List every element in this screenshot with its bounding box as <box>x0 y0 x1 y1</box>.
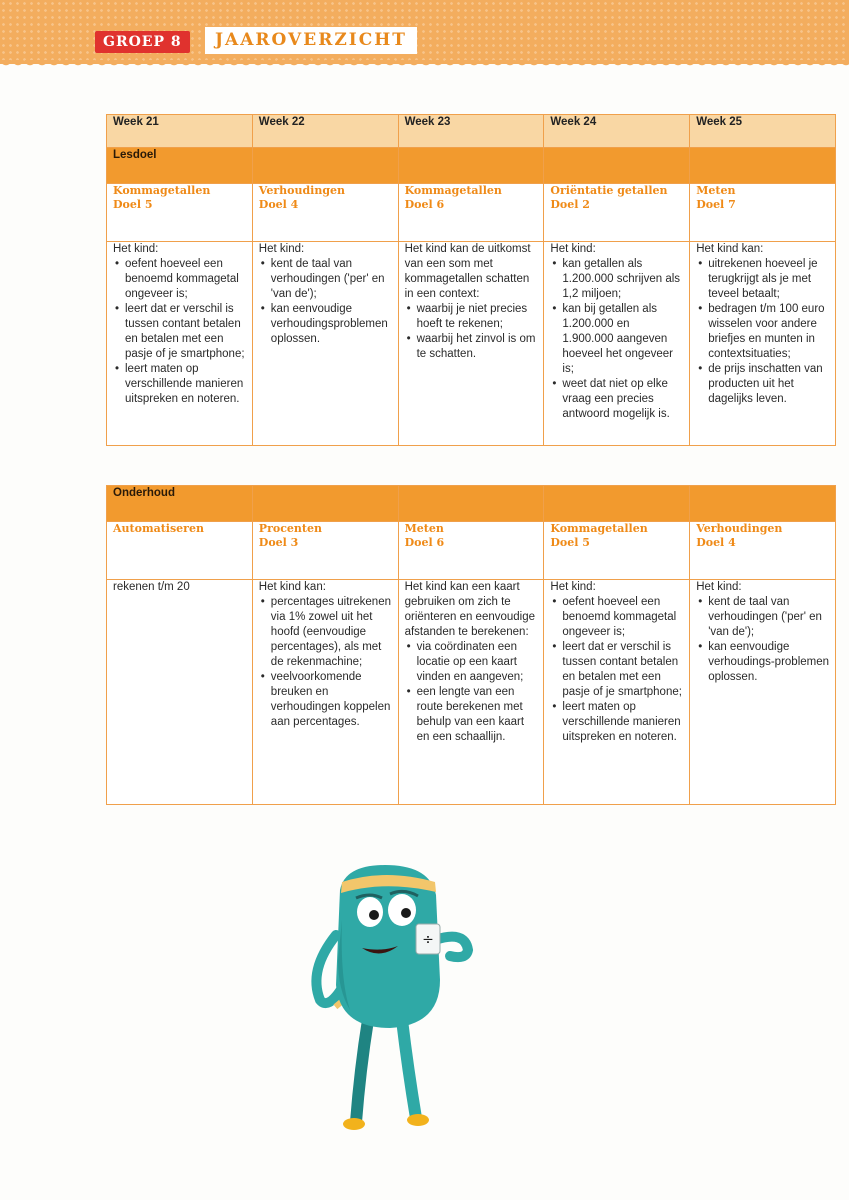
goal-list-item: • kan eenvoudige verhoudings-problemen oplossen. <box>708 640 829 685</box>
goal-list <box>550 595 683 745</box>
week-label: Week 22 <box>252 115 398 148</box>
goal-list-item: • de prijs inschatten van producten uit het dagelijks leven. <box>708 362 829 407</box>
goal-list-item: • kan bij getallen als 1.200.000 en 1.900.000 aangeven hoeveel het ongeveer is; <box>562 302 683 377</box>
goal-list-item: • een lengte van een route berekenen met behulp van een kaart en een schaallijn. <box>417 685 538 745</box>
section-header-row <box>107 148 836 184</box>
page-title: JAAROVERZICHT <box>205 27 417 54</box>
goal-list <box>259 257 392 347</box>
goal-list <box>696 595 829 685</box>
topic-title: Verhoudingen <box>696 522 783 535</box>
goal-list-item: • kent de taal van verhoudingen ('per' en 'van de'); <box>708 595 829 640</box>
topic-title: Verhoudingen <box>258 184 346 197</box>
right-shoe <box>407 1114 429 1126</box>
description-cell <box>690 580 836 805</box>
divide-symbol: ÷ <box>422 932 434 948</box>
topic-cell <box>398 184 544 242</box>
goal-list <box>696 257 829 407</box>
topic-goal: Doel 7 <box>696 198 736 211</box>
description-cell <box>107 242 253 446</box>
left-shoe <box>343 1118 365 1130</box>
topic-cell <box>252 522 398 580</box>
week-label: Week 25 <box>690 115 836 148</box>
goal-list-item: • waarbij het zinvol is om te schatten. <box>417 332 538 362</box>
topic-cell <box>107 184 253 242</box>
description-intro: Het kind kan: <box>696 243 764 255</box>
goal-list-item: • bedragen t/m 100 euro wisselen voor andere briefjes en munten in contextsituaties; <box>708 302 829 362</box>
topic-title: Automatiseren <box>113 522 204 535</box>
description-intro: Het kind kan de uitkomst van een som met kommagetallen schatten in een context: <box>404 243 531 300</box>
goal-list-item: • uitrekenen hoeveel je terugkrijgt als je met teveel betaalt; <box>708 257 829 302</box>
goal-list-item: • oefent hoeveel een benoemd kommagetal ongeveer is; <box>125 257 246 302</box>
calculator-mascot-illustration <box>290 860 490 1135</box>
description-cell <box>398 242 544 446</box>
topic-title: Kommagetallen <box>550 522 648 535</box>
description-intro: Het kind: <box>258 243 305 255</box>
description-cell <box>544 580 690 805</box>
topic-title: Meten <box>404 522 444 535</box>
week-label: Week 21 <box>107 115 253 148</box>
goal-list-item: • leert dat er verschil is tussen contant betalen en betalen met een pasje of je smartphone; <box>562 640 683 700</box>
description-intro: Het kind: <box>550 581 596 593</box>
section-label: Lesdoel <box>107 148 253 184</box>
description-intro: Het kind kan: <box>258 581 326 593</box>
description-intro: Het kind: <box>113 243 159 255</box>
topic-goal: Doel 4 <box>258 198 299 211</box>
section-header-row <box>107 486 836 522</box>
description-cell <box>252 580 398 805</box>
goal-list <box>405 302 538 362</box>
goal-list-item: • via coördinaten een locatie op een kaart vinden en aangeven; <box>417 640 538 685</box>
topic-row <box>107 522 836 580</box>
description-intro: rekenen t/m 20 <box>113 581 190 593</box>
goal-list-item: • weet dat niet op elke vraag een precies antwoord mogelijk is. <box>562 377 683 422</box>
description-cell <box>690 242 836 446</box>
lesdoel-table <box>106 114 836 446</box>
goal-list-item: • waarbij je niet precies hoeft te rekenen; <box>417 302 538 332</box>
goal-list-item: • kan getallen als 1.200.000 schrijven als 1,2 miljoen; <box>562 257 683 302</box>
goal-list-item: • kan eenvoudige verhoudingsproblemen oplossen. <box>271 302 392 347</box>
topic-goal: Doel 6 <box>404 536 445 549</box>
topic-goal: Doel 3 <box>258 536 299 549</box>
goal-list-item: • leert maten op verschillende manieren uitspreken en noteren. <box>125 362 246 407</box>
goal-list <box>259 595 392 730</box>
topic-cell <box>107 522 253 580</box>
goal-list-item: • leert maten op verschillende manieren uitspreken en noteren. <box>562 700 683 745</box>
top-decor-edge <box>0 60 849 70</box>
goal-list-item: • veelvoorkomende breuken en verhoudingen koppelen aan percentages. <box>271 670 392 730</box>
description-cell <box>544 242 690 446</box>
description-intro: Het kind: <box>550 243 596 255</box>
group-label: GROEP 8 <box>95 31 190 53</box>
goal-list <box>405 640 538 745</box>
topic-title: Kommagetallen <box>113 184 211 197</box>
topic-title: Procenten <box>258 522 322 535</box>
topic-cell <box>690 184 836 242</box>
topic-goal: Doel 2 <box>550 198 590 211</box>
topic-title: Kommagetallen <box>404 184 502 197</box>
goal-list <box>550 257 683 422</box>
topic-cell <box>690 522 836 580</box>
description-intro: Het kind kan een kaart gebruiken om zich te oriënteren en eenvoudige afstanden te berekenen: <box>404 581 536 638</box>
week-label: Week 24 <box>544 115 690 148</box>
goal-list <box>113 257 246 407</box>
topic-row <box>107 184 836 242</box>
section-label: Onderhoud <box>107 486 253 522</box>
description-cell <box>252 242 398 446</box>
description-cell <box>107 580 253 805</box>
topic-cell <box>252 184 398 242</box>
goal-list-item: • oefent hoeveel een benoemd kommagetal ongeveer is; <box>562 595 683 640</box>
topic-goal: Doel 5 <box>550 536 590 549</box>
goal-list-item: • leert dat er verschil is tussen contant betalen en betalen met een pasje of je smartphone; <box>125 302 246 362</box>
goal-list-item: • kent de taal van verhoudingen ('per' en 'van de'); <box>271 257 392 302</box>
topic-cell <box>398 522 544 580</box>
topic-cell <box>544 522 690 580</box>
topic-title: Oriëntatie getallen <box>550 184 668 197</box>
topic-goal: Doel 5 <box>113 198 153 211</box>
topic-goal: Doel 4 <box>696 536 736 549</box>
goal-list-item: • percentages uitrekenen via 1% zowel uit het hoofd (eenvoudige percentages), als met de rekenmachine; <box>271 595 392 670</box>
description-intro: Het kind: <box>696 581 742 593</box>
topic-title: Meten <box>696 184 736 197</box>
topic-goal: Doel 6 <box>404 198 445 211</box>
description-cell <box>398 580 544 805</box>
description-row <box>107 580 836 805</box>
topic-cell <box>544 184 690 242</box>
week-header-row <box>107 115 836 148</box>
onderhoud-table <box>106 485 836 805</box>
week-label: Week 23 <box>398 115 544 148</box>
description-row <box>107 242 836 446</box>
